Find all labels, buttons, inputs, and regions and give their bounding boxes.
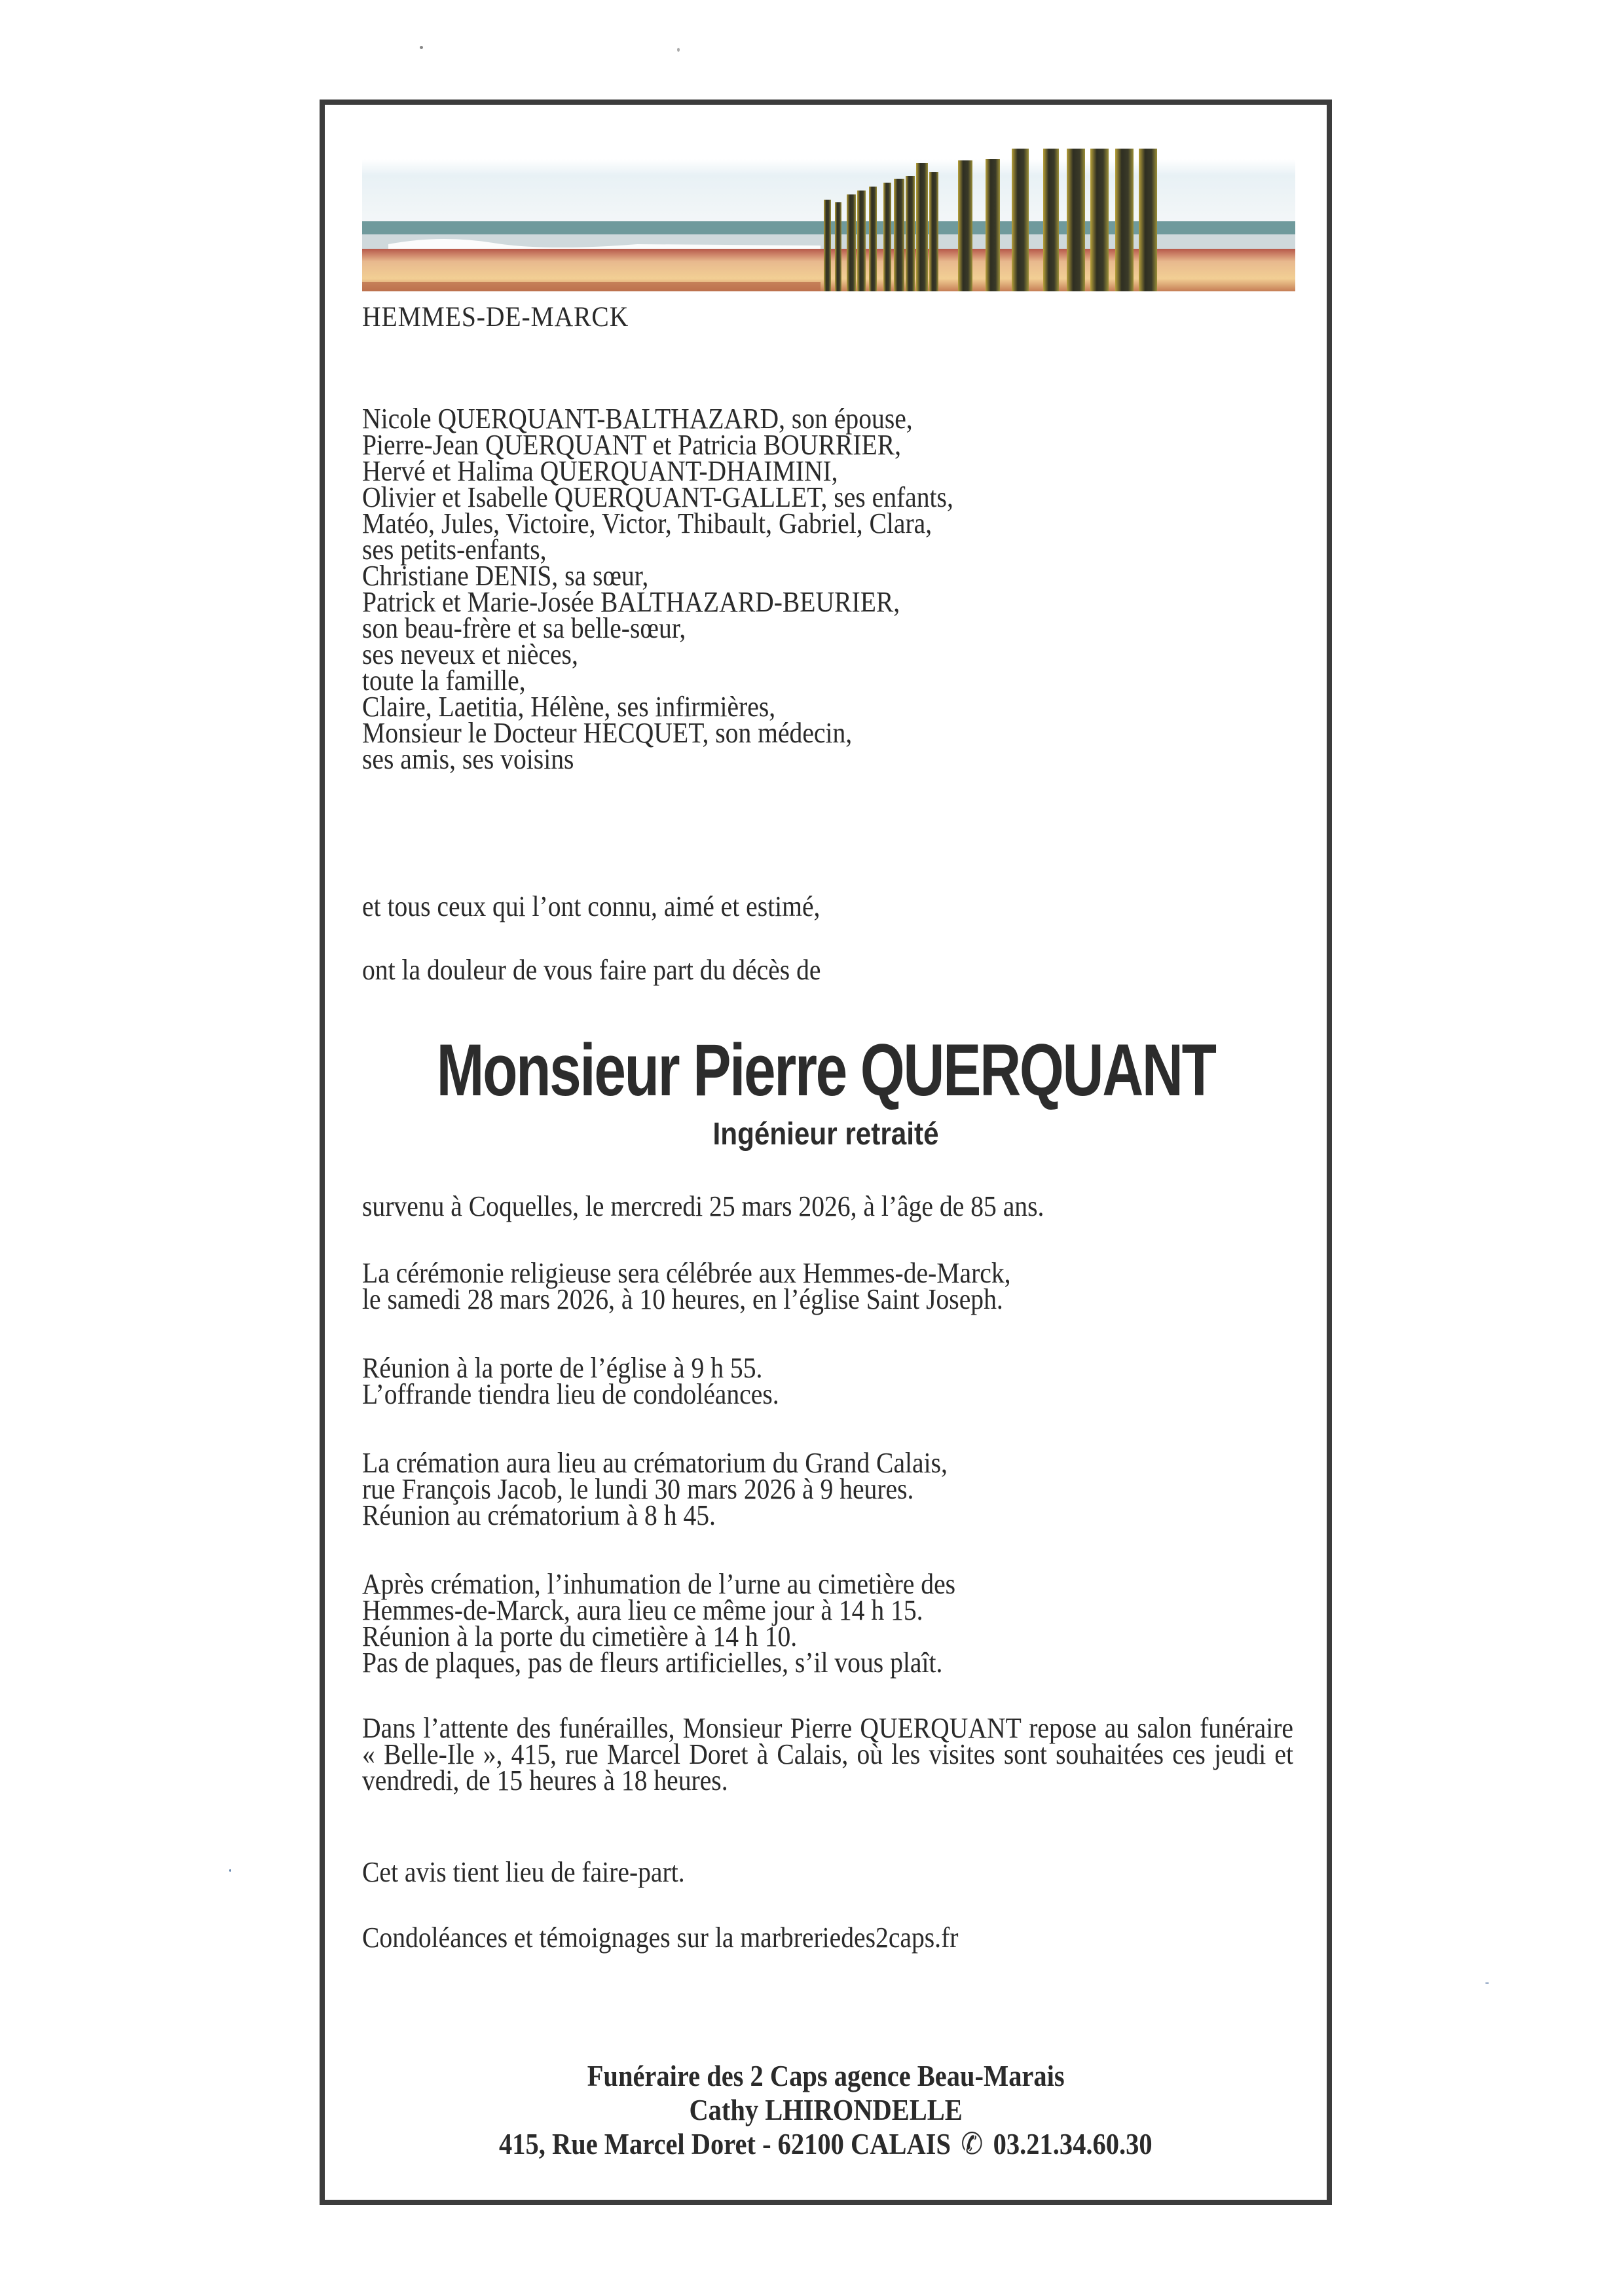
- agency-name: Funéraire des 2 Caps agence Beau-Marais: [587, 2059, 1065, 2092]
- ceremony-line: le samedi 28 mars 2026, à 10 heures, en l’église Saint Joseph.: [362, 1283, 1003, 1315]
- agency-line: [325, 2059, 1327, 2093]
- family-list: [362, 403, 1205, 775]
- burial-line: Hemmes-de-Marck, aura lieu ce même jour à 14 h 15.: [362, 1594, 923, 1626]
- scan-speck: [1485, 1982, 1489, 1984]
- contact-line: [325, 2093, 1327, 2127]
- funeral-home-footer: [325, 2059, 1327, 2161]
- ceremony-details: [362, 1257, 1205, 1315]
- family-line: Nicole QUERQUANT-BALTHAZARD, son épouse,: [362, 403, 913, 435]
- scan-speck: [677, 48, 680, 52]
- church-meeting-details: [362, 1352, 1205, 1410]
- obituary-frame: [320, 100, 1332, 2205]
- address-line: [325, 2127, 1327, 2161]
- phone-icon: ✆: [961, 2127, 984, 2160]
- family-line: ses petits-enfants,: [362, 534, 547, 566]
- deceased-name: [325, 1028, 1327, 1112]
- death-details: survenu à Coquelles, le mercredi 25 mars 2026, à l’âge de 85 ans.: [362, 1190, 1044, 1222]
- burial-line: Après crémation, l’inhumation de l’urne au cimetière des: [362, 1568, 956, 1600]
- condolences-text: Condoléances et témoignages sur la marbreriedes2caps.fr: [362, 1922, 959, 1954]
- family-line: ses amis, ses voisins: [362, 743, 574, 775]
- family-line: Olivier et Isabelle QUERQUANT-GALLET, ses enfants,: [362, 481, 953, 513]
- notice-text: Cet avis tient lieu de faire-part.: [362, 1856, 685, 1888]
- family-line: son beau-frère et sa belle-sœur,: [362, 612, 686, 644]
- viewing-details: Dans l’attente des funérailles, Monsieur Pierre QUERQUANT repose au salon funéraire « Belle-Ile », 415, rue Marcel Doret à Calais, où les visites sont souhaitées ces jeudi et vendredi, de 15 heures à 18 heures.: [362, 1712, 1293, 1796]
- burial-details: [362, 1568, 1205, 1679]
- church-meeting-line: L’offrande tiendra lieu de condoléances.: [362, 1378, 779, 1410]
- intro-line-2: ont la douleur de vous faire part du décès de: [362, 954, 821, 986]
- contact-name: Cathy LHIRONDELLE: [689, 2093, 963, 2126]
- cremation-details: [362, 1447, 1205, 1531]
- intro-line-1: et tous ceux qui l’ont connu, aimé et estimé,: [362, 890, 821, 922]
- phone-number[interactable]: 03.21.34.60.30: [993, 2127, 1153, 2160]
- family-line: Christiane DENIS, sa sœur,: [362, 560, 649, 592]
- family-line: Patrick et Marie-Josée BALTHAZARD-BEURIER,: [362, 586, 900, 618]
- family-line: Matéo, Jules, Victoire, Victor, Thibault, Gabriel, Clara,: [362, 507, 932, 539]
- address: 415, Rue Marcel Doret - 62100 CALAIS: [499, 2127, 951, 2160]
- family-line: Pierre-Jean QUERQUANT et Patricia BOURRIER,: [362, 429, 902, 461]
- scan-speck: [420, 46, 423, 49]
- family-line: ses neveux et nièces,: [362, 638, 578, 670]
- beach-groynes-illustration: [362, 146, 1295, 291]
- cremation-line: La crémation aura lieu au crématorium du Grand Calais,: [362, 1447, 948, 1479]
- deceased-profession: [325, 1116, 1327, 1152]
- cremation-line: Réunion au crématorium à 8 h 45.: [362, 1499, 716, 1531]
- profession-text: Ingénieur retraité: [712, 1117, 939, 1152]
- ceremony-line: La cérémonie religieuse sera célébrée aux Hemmes-de-Marck,: [362, 1257, 1011, 1289]
- family-line: Hervé et Halima QUERQUANT-DHAIMINI,: [362, 455, 838, 487]
- banner-image: [362, 146, 1295, 291]
- scan-speck: [229, 1869, 231, 1872]
- location-heading: HEMMES-DE-MARCK: [362, 302, 629, 333]
- family-line: Monsieur le Docteur HECQUET, son médecin,: [362, 717, 853, 749]
- deceased-name-text: Monsieur Pierre QUERQUANT: [436, 1029, 1215, 1111]
- burial-line: Pas de plaques, pas de fleurs artificielles, s’il vous plaît.: [362, 1647, 943, 1679]
- family-line: Claire, Laetitia, Hélène, ses infirmières,: [362, 691, 776, 723]
- cremation-line: rue François Jacob, le lundi 30 mars 2026 à 9 heures.: [362, 1473, 914, 1505]
- family-line: toute la famille,: [362, 665, 526, 697]
- burial-line: Réunion à la porte du cimetière à 14 h 10.: [362, 1620, 798, 1652]
- church-meeting-line: Réunion à la porte de l’église à 9 h 55.: [362, 1352, 763, 1384]
